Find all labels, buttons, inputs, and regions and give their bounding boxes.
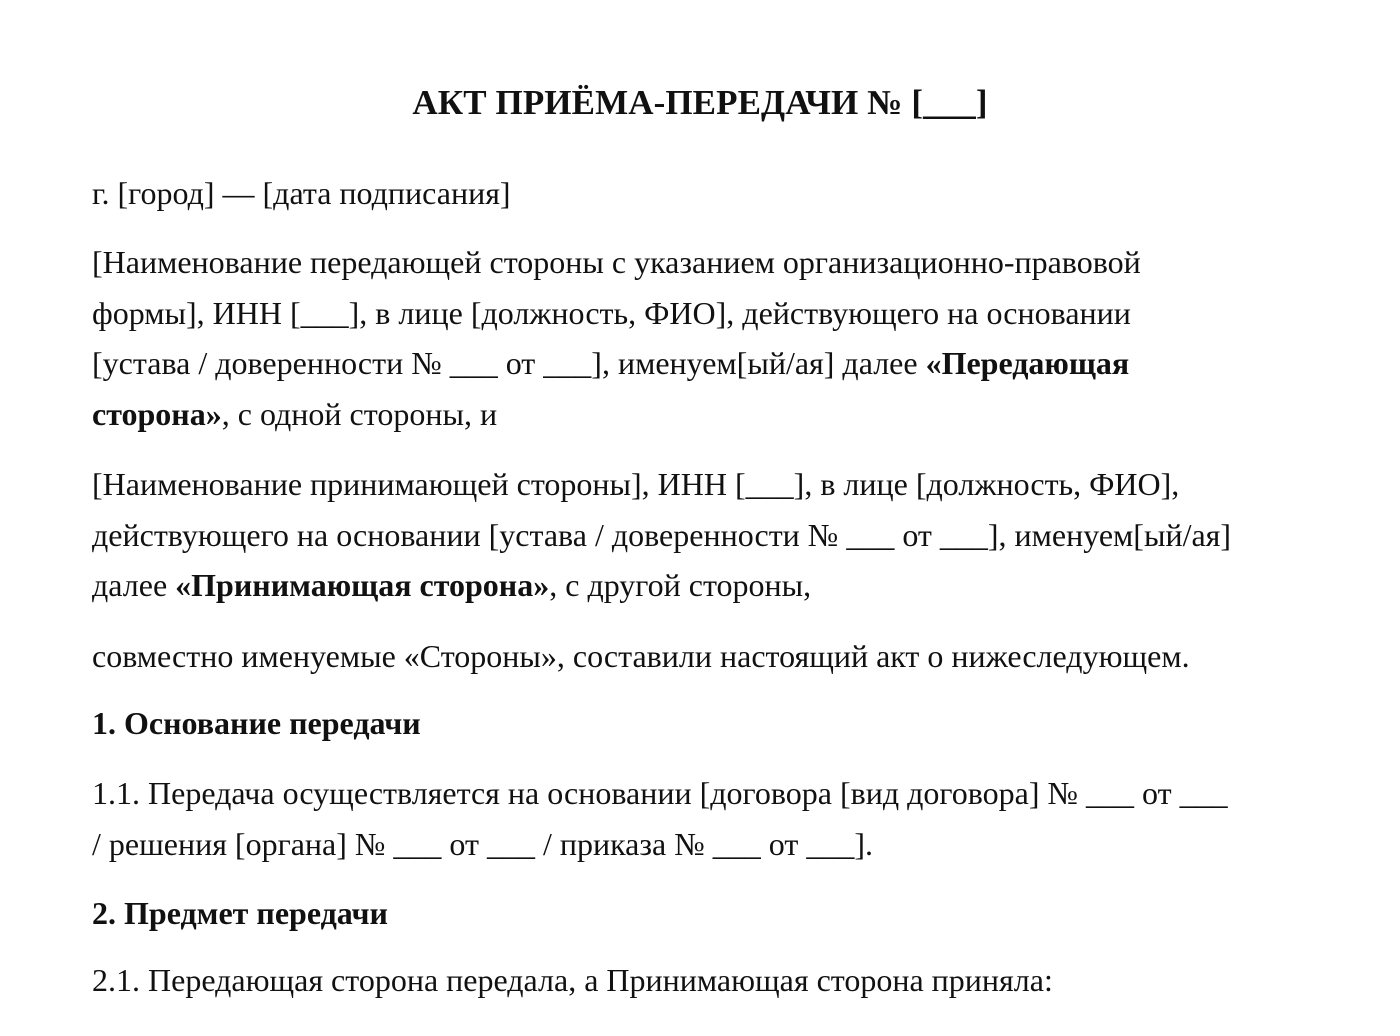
receiving-party-line-2: действующего на основании [устава / доверенности № ___ от ___], именуем[ый/ая] [92, 516, 1232, 553]
section-1-paragraph-1 [92, 768, 1332, 869]
section-2-heading: 2. Предмет передачи [92, 895, 388, 931]
transferring-party-line-4-text: , с одной стороны, и [221, 395, 498, 432]
section-1-paragraph-1-line-2: / решения [органа] № ___ от ___ / приказа № ___ от ___]. [92, 825, 873, 862]
transferring-party-line-3 [92, 338, 1332, 389]
jointly-named-paragraph: совместно именуемые «Стороны», составили настоящий акт о нижеследующем. [92, 638, 1190, 674]
transferring-party-paragraph [92, 237, 1332, 439]
section-2-paragraph-1: 2.1. Передающая сторона передала, а Принимающая сторона приняла: [92, 962, 1053, 998]
receiving-party-line-3-pre: далее [92, 567, 176, 603]
section-1-heading: 1. Основание передачи [92, 705, 421, 741]
transferring-party-line-1: [Наименование передающей стороны с указанием организационно-правовой [92, 244, 1141, 280]
transferring-party-line-3-text: [устава / доверенности № ___ от ___], именуем[ый/ая] далее [92, 345, 926, 381]
transferring-party-term-end: сторона» [92, 395, 222, 432]
section-1-paragraph-1-line-1: 1.1. Передача осуществляется на основании [договора [вид договора] № ___ от ___ [92, 775, 1228, 811]
transferring-party-term-start: «Передающая [925, 345, 1130, 381]
receiving-party-line-1: [Наименование принимающей стороны], ИНН [___], в лице [должность, ФИО], [92, 466, 1180, 502]
place-date-line: г. [город] — [дата подписания] [92, 175, 511, 211]
receiving-party-line-3 [92, 560, 1332, 611]
receiving-party-line-3-post: , с другой стороны, [549, 567, 812, 603]
document-title: АКТ ПРИЁМА-ПЕРЕДАЧИ № [___] [412, 83, 988, 122]
receiving-party-paragraph [92, 459, 1332, 611]
transferring-party-line-4 [92, 389, 1332, 440]
receiving-party-term: «Принимающая сторона» [175, 567, 550, 603]
transferring-party-line-2: формы], ИНН [___], в лице [должность, ФИО], действующего на основании [92, 294, 1131, 331]
